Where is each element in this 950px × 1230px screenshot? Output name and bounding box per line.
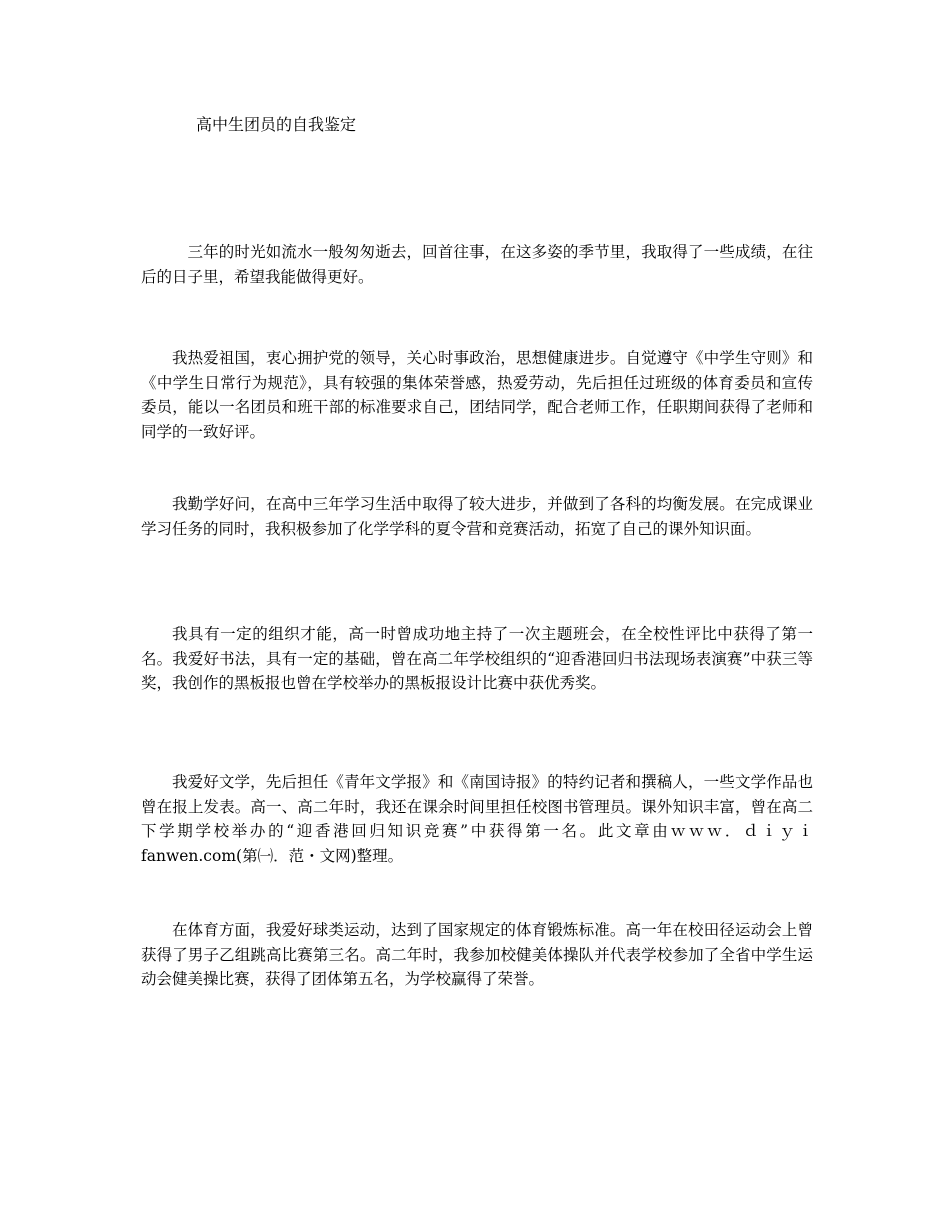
document-title: 高中生团员的自我鉴定 bbox=[196, 115, 357, 134]
paragraph-ideology: 我热爱祖国，衷心拥护党的领导，关心时事政治，思想健康进步。自觉遵守《中学生守则》和《中学生日常行为规范》，具有较强的集体荣誉感，热爱劳动，先后担任过班级的体育委员和宣传委员，能以一名团员和班干部的标准要求自己，团结同学，配合老师工作，任职期间获得了老师和同学的一致好评。 bbox=[141, 349, 813, 441]
paragraph-organization: 我具有一定的组织才能，高一时曾成功地主持了一次主题班会，在全校性评比中获得了第一名。我爱好书法，具有一定的基础，曾在高二年学校组织的“迎香港回归书法现场表演赛”中获三等奖，我创作的黑板报也曾在学校举办的黑板报设计比赛中获优秀奖。 bbox=[141, 625, 813, 692]
paragraph-intro: 三年的时光如流水一般匆匆逝去，回首往事，在这多姿的季节里，我取得了一些成绩，在往后的日子里，希望我能做得更好。 bbox=[141, 243, 813, 286]
paragraph-sports: 在体育方面，我爱好球类运动，达到了国家规定的体育锻炼标准。高一年在校田径运动会上曾获得了男子乙组跳高比赛第三名。高二年时，我参加校健美体操队并代表学校参加了全省中学生运动会健美操比赛，获得了团体第五名，为学校赢得了荣誉。 bbox=[141, 921, 813, 988]
paragraph-study: 我勤学好问，在高中三年学习生活中取得了较大进步，并做到了各科的均衡发展。在完成课业学习任务的同时，我积极参加了化学学科的夏令营和竞赛活动，拓宽了自己的课外知识面。 bbox=[141, 495, 813, 538]
paragraph-literature: 我爱好文学，先后担任《青年文学报》和《南国诗报》的特约记者和撰稿人，一些文学作品也曾在报上发表。高一、高二年时，我还在课余时间里担任校图书管理员。课外知识丰富，曾在高二下学期学校举办的“迎香港回归知识竞赛”中获得第一名。此文章由ｗｗｗ．ｄｉｙｉ fanwen.com(第㈠．范・文网)整理。 bbox=[141, 773, 813, 865]
